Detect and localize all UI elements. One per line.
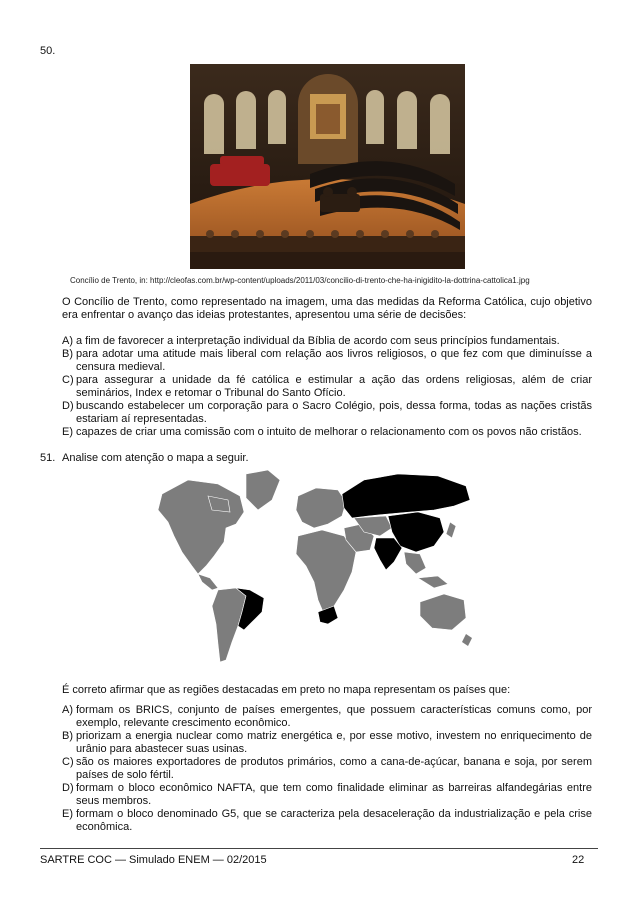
footer-title: SARTRE COC — Simulado ENEM — 02/2015: [40, 854, 267, 866]
option-text: a fim de favorecer a interpretação individual da Bíblia de acordo com seus princípios fundamentais.: [76, 335, 560, 347]
australia: [420, 594, 466, 630]
option-letter: B): [62, 348, 73, 360]
option-letter: A): [62, 704, 73, 716]
option-letter: E): [62, 426, 73, 438]
question-51-stem: É correto afirmar que as regiões destacadas em preto no mapa representam os países que:: [62, 684, 511, 696]
q51-option-a: [62, 704, 592, 730]
option-text: para adotar uma atitude mais liberal com relação aos livros religiosos, o que fez com que diminuísse a censura medieval.: [76, 348, 592, 373]
option-text: são os maiores exportadores de produtos primários, como a cana-de-açúcar, banana e soja, por serem países de solo fértil.: [76, 756, 592, 781]
option-text: capazes de criar uma comissão com o intuito de melhorar o relacionamento com os povos não cristãos.: [76, 426, 582, 438]
question-50-stem: O Concílio de Trento, como representado na imagem, uma das medidas da Reforma Católica, cujo objetivo era enfrentar o avanço das ideias protestantes, apresentou uma série de decisões:: [62, 296, 592, 321]
q50-option-a: [62, 335, 592, 348]
option-text: formam o bloco denominado G5, que se caracteriza pela desaceleração da industrialização e pela crise econômica.: [76, 808, 592, 833]
footer-divider: [40, 848, 598, 849]
option-letter: C): [62, 374, 74, 386]
option-letter: A): [62, 335, 73, 347]
q50-option-e: [62, 426, 592, 439]
q51-option-b: [62, 730, 592, 756]
world-map: [148, 466, 478, 666]
q50-option-c: [62, 374, 592, 400]
q50-option-b: [62, 348, 592, 374]
option-text: formam os BRICS, conjunto de países emergentes, que possuem características comuns como, por exemplo, relevante crescimento econômico.: [76, 704, 592, 729]
option-letter: D): [62, 400, 74, 412]
option-letter: E): [62, 808, 73, 820]
north-america: [158, 480, 244, 574]
option-letter: D): [62, 782, 74, 794]
russia: [342, 474, 470, 518]
question-51-number: 51.: [40, 452, 56, 464]
option-text: buscando estabelecer um corporação para o Sacro Colégio, pois, dessa forma, todas as nações cristãs estariam aí representadas.: [76, 400, 592, 425]
option-letter: C): [62, 756, 74, 768]
q50-option-d: [62, 400, 592, 426]
image-caption: Concílio de Trento, in: http://cleofas.com.br/wp-content/uploads/2011/03/concilio-di-trento-che-ha-inigidito-la-dottrina-cattolica1.jpg: [70, 276, 530, 285]
q51-option-d: [62, 782, 592, 808]
greenland: [246, 470, 280, 510]
option-text: formam o bloco econômico NAFTA, que tem como finalidade eliminar as barreiras alfandegárias entre seus membros.: [76, 782, 592, 807]
page-number: 22: [572, 854, 585, 866]
option-text: priorizam a energia nuclear como matriz energética e, por esse motivo, investem no enriquecimento de urânio para abastecer suas usinas.: [76, 730, 592, 755]
south-africa: [318, 606, 338, 624]
option-letter: B): [62, 730, 73, 742]
india: [374, 538, 402, 570]
africa: [296, 530, 356, 614]
council-of-trent-painting: [190, 64, 465, 269]
q51-option-e: [62, 808, 592, 834]
q51-option-c: [62, 756, 592, 782]
question-51-intro: Analise com atenção o mapa a seguir.: [62, 452, 249, 464]
europe: [296, 488, 346, 528]
option-text: para assegurar a unidade da fé católica e estimular a ação das ordens religiosas, além de criar seminários, Index e retomar o Tribunal do Santo Ofício.: [76, 374, 592, 399]
question-50-number: 50.: [40, 45, 56, 57]
